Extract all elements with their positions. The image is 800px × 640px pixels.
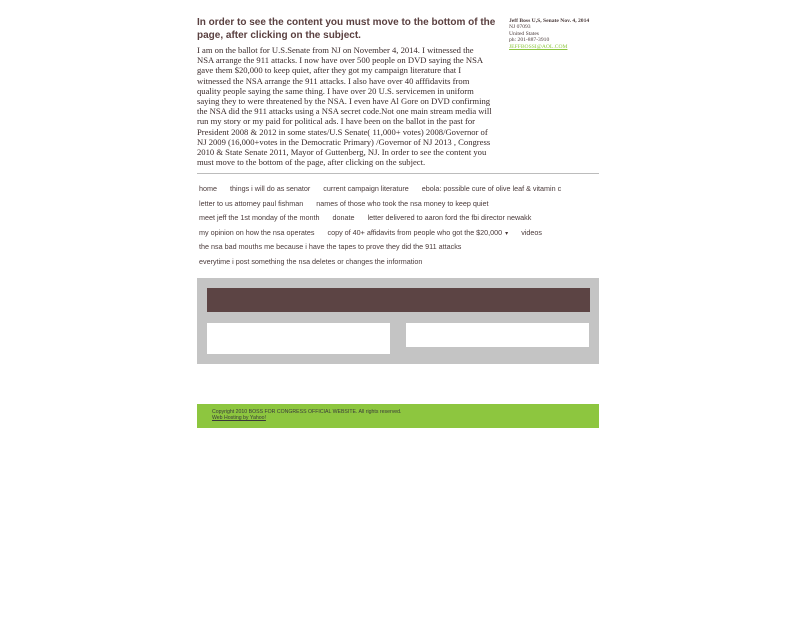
contact-phone: ph: 201-887-3910 xyxy=(509,37,550,44)
content-box-right xyxy=(406,323,589,347)
nav-item-letter-fbi[interactable] xyxy=(366,211,532,226)
chevron-down-icon[interactable]: ▾ xyxy=(505,230,509,237)
nav-item-label: ebola: possible cure of olive leaf & vitamin c xyxy=(421,184,562,193)
nav-item-label: meet jeff the 1st monday of the month xyxy=(199,213,320,222)
nav-item-label: videos xyxy=(521,227,542,237)
content-panel xyxy=(197,278,599,364)
page-headline: In order to see the content you must move to the bottom of the page, after clicking on the subject. xyxy=(197,17,496,41)
nav-item-affidavits[interactable] xyxy=(325,226,508,241)
nav-item-label: everytime i post something the nsa deletes or changes the information xyxy=(199,256,423,266)
header-divider xyxy=(197,173,599,174)
nav-item-videos[interactable] xyxy=(519,226,542,241)
content-box-left xyxy=(207,323,390,354)
nav-item-label: current campaign literature xyxy=(323,184,409,193)
nav-item-nsa-tapes[interactable] xyxy=(197,240,461,255)
nav-item-label: things i will do as senator xyxy=(229,184,311,193)
main-navigation xyxy=(197,182,599,269)
nav-item-ebola[interactable] xyxy=(420,182,561,197)
nav-item-letter-fishman[interactable] xyxy=(197,197,303,212)
nav-item-label: names of those who took the nsa money to keep quiet xyxy=(316,198,489,208)
footer-copyright: Copyright 2010 BOSS FOR CONGRESS OFFICIAL WEBSITE. All rights reserved. xyxy=(212,409,402,415)
nav-item-nsa-opinion[interactable] xyxy=(197,226,314,241)
nav-item-campaign-literature[interactable] xyxy=(321,182,409,197)
nav-item-home[interactable] xyxy=(197,182,217,197)
site-footer xyxy=(197,404,599,428)
nav-item-names-nsa-money[interactable] xyxy=(314,197,488,212)
contact-state: NJ 07093 xyxy=(509,24,531,31)
nav-item-label: donate xyxy=(332,213,355,222)
nav-item-nsa-deletes[interactable] xyxy=(197,255,422,270)
footer-hosting-link[interactable]: Web Hosting by Yahoo! xyxy=(212,415,266,421)
nav-item-label: copy of 40+ affidavits from people who got the $20,000 xyxy=(327,227,503,237)
contact-email-link[interactable]: JEFFBOSSI@AOL.COM xyxy=(509,43,568,50)
contact-country: United States xyxy=(509,30,539,37)
nav-item-label: letter to us attorney paul fishman xyxy=(199,198,304,208)
nav-item-donate[interactable] xyxy=(331,211,355,226)
nav-item-label: home xyxy=(199,184,217,193)
nav-item-label: the nsa bad mouths me because i have the tapes to prove they did the 911 attacks xyxy=(199,242,462,251)
contact-block xyxy=(509,18,601,50)
nav-item-label: my opinion on how the nsa operates xyxy=(199,227,315,237)
contact-name: Jeff Boss U,S, Senate Nov. 4, 2014 xyxy=(509,18,590,24)
nav-item-things-i-will-do[interactable] xyxy=(228,182,310,197)
intro-text: I am on the ballot for U.S.Senate from NJ on November 4, 2014. I witnessed the NSA arrange the 911 attacks. I now have over 500 people on DVD saying the NSA gave them $20,000 to keep quiet, after they got my campaign literature that I witnessed the NSA arrange the 911 attacks. I also have over 40 afffidavits from quality people saying the same thing. I have over 20 U.S. servicemen in uniform saying they to were threatened by the NSA. I even have Al Gore on DVD confirming the NSA did the 911 attacks using a NSA secret code.Not one main stream media will run my story or my paid for political ads. I have been on the ballot in the past for President 2008 & 2012 in some states/U.S Senate( 11,000+ votes) 2008/Governor of NJ 2009 (16,000+votes in the Democratic Primary) /Governor of NJ 2013 , Congress 2010 & State Senate 2011, Mayor of Guttenberg, NJ. In order to see the content you must move to the bottom of the page, after clicking on the subject. xyxy=(197,45,492,168)
nav-item-label: letter delivered to aaron ford the fbi director newakk xyxy=(367,213,532,222)
content-title-bar xyxy=(207,288,590,312)
nav-item-meet-jeff[interactable] xyxy=(197,211,320,226)
